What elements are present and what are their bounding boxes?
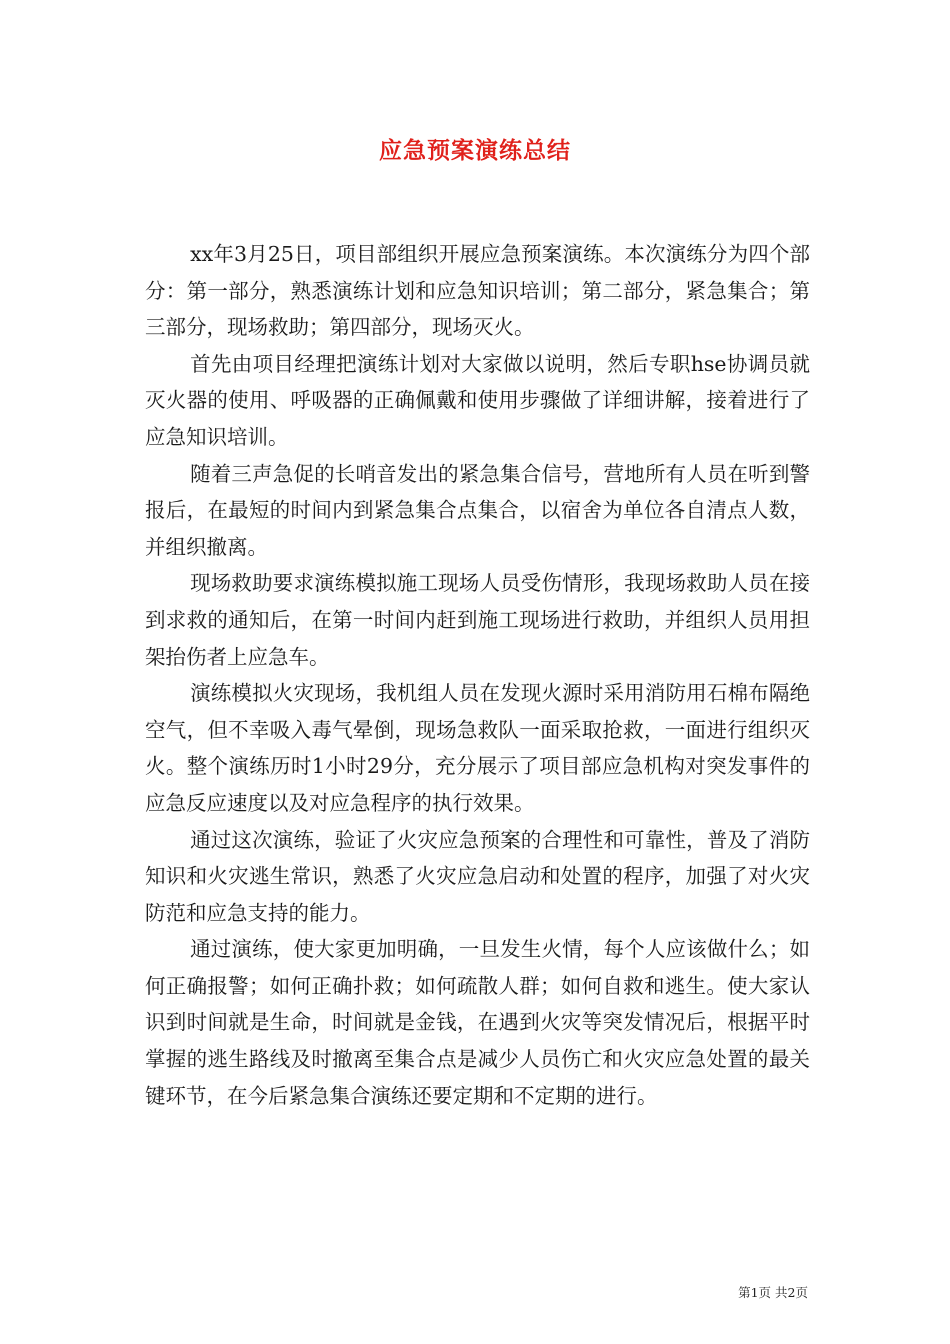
paragraph-6: 通过这次演练，验证了火灾应急预案的合理性和可靠性，普及了消防知识和火灾逃生常识，熟悉了火灾应急启动和处置的程序，加强了对火灾防范和应急支持的能力。 <box>145 827 810 925</box>
paragraph-4: 现场救助要求演练模拟施工现场人员受伤情形，我现场救助人员在接到求救的通知后，在第一时间内赶到施工现场进行救助，并组织人员用担架抬伤者上应急车。 <box>145 571 810 669</box>
document-title: 应急预案演练总结 <box>379 138 571 164</box>
paragraph-2: 首先由项目经理把演练计划对大家做以说明，然后专职hse协调员就灭火器的使用、呼吸器的正确佩戴和使用步骤做了详细讲解，接着进行了应急知识培训。 <box>145 351 810 449</box>
paragraph-7: 通过演练，使大家更加明确，一旦发生火情，每个人应该做什么；如何正确报警；如何正确扑救；如何疏散人群；如何自救和逃生。使大家认识到时间就是生命，时间就是金钱，在遇到火灾等突发情况后，根据平时掌握的逃生路线及时撤离至集合点是减少人员伤亡和火灾应急处置的最关键环节，在今后紧急集合演练还要定期和不定期的进行。 <box>145 937 810 1108</box>
paragraph-1: xx年3月25日，项目部组织开展应急预案演练。本次演练分为四个部分：第一部分，熟悉演练计划和应急知识培训；第二部分，紧急集合；第三部分，现场救助；第四部分，现场灭火。 <box>145 242 810 340</box>
paragraph-5: 演练模拟火灾现场，我机组人员在发现火源时采用消防用石棉布隔绝空气，但不幸吸入毒气晕倒，现场急救队一面采取抢救，一面进行组织灭火。整个演练历时1小时29分，充分展示了项目部应急机构对突发事件的应急反应速度以及对应急程序的执行效果。 <box>145 681 810 815</box>
page-number: 第1页 共2页 <box>738 1285 808 1300</box>
document-body <box>145 236 810 1114</box>
paragraph-3: 随着三声急促的长哨音发出的紧急集合信号，营地所有人员在听到警报后，在最短的时间内到紧急集合点集合，以宿舍为单位各自清点人数，并组织撤离。 <box>145 461 810 559</box>
